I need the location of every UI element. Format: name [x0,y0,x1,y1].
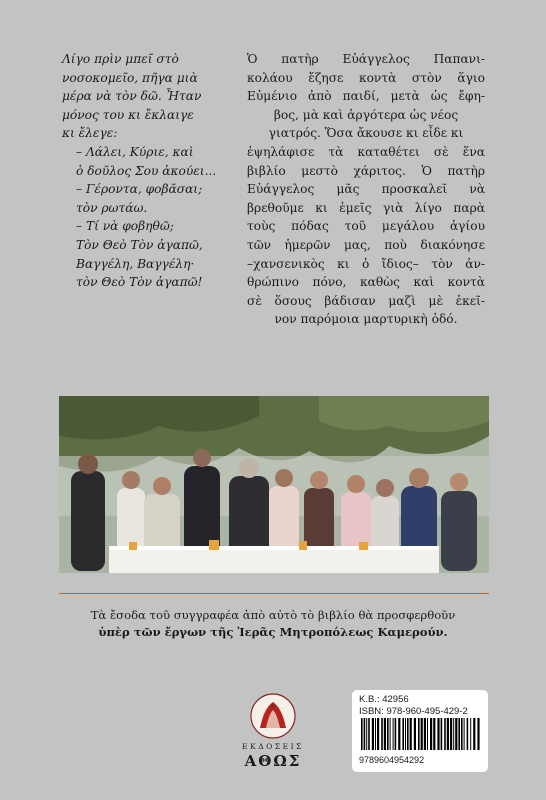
description-line: –χανσενικὸς κι ὁ ἴδιος– τὸν ἀν- [247,256,485,271]
description-line: σὲ ὅσους βάδισαν μαζὶ μὲ ἐκεῖ- [247,293,485,308]
description-line: Ὁ πατὴρ Εὐάγγελος Παπανι- [247,52,485,66]
barcode-bar [372,718,374,750]
description-line: βος, μὰ καὶ ἀργότερα ὡς νέος [273,107,459,122]
quote-line: Τὸν Θεὸ Τὸν ἀγαπῶ, [76,237,203,252]
quote-line: ὁ δοῦλος Σου ἀκούει... [76,163,217,178]
barcode-bar [405,718,406,750]
barcode-bar [455,718,457,750]
quote-line: μέρα νὰ τὸν δῶ. Ἦταν [62,89,202,104]
kb-code: Κ.Β.: 42956 [359,694,409,705]
description-line: Εὐμένιο ἀπὸ παιδί, μετὰ ὡς ἔφη- [247,89,485,104]
barcode-bar [461,718,463,750]
barcode-bar [398,718,400,750]
barcode-bar [361,718,363,750]
barcode-bar [427,718,428,750]
barcode-bar [381,718,383,750]
publisher-small-label: ΕΚΔΟΣΕΙΣ [242,742,304,751]
barcode-bar [477,718,479,750]
barcode-bar [467,718,469,750]
barcode-bar [421,718,423,750]
description-line: θρώπινο πόνο, καθὼς καὶ κοντὰ [247,275,485,290]
publisher-logo [238,692,308,772]
barcode-bar [387,718,389,750]
description-line: βιβλίο μεστὸ χάριτος. Ὁ πατὴρ [247,163,485,178]
barcode-bar [368,718,370,750]
barcode-bar [366,718,367,750]
barcode-bar [430,718,432,750]
barcode-bar [453,718,454,750]
barcode-panel [352,690,488,772]
description-line: ἐψηλάφισε τὰ καταθέτει σὲ ἕνα [247,144,485,159]
description-line: νον παρόμοια μαρτυρικὴ ὁδό. [274,312,458,327]
proceeds-note [20,607,526,641]
barcode-icon [359,718,481,750]
quote-line: νοσοκομεῖο, πῆγα μιὰ [62,70,198,85]
quote-line: τὸν Θεὸ Τὸν ἀγαπῶ! [76,275,203,290]
barcode-bar [418,718,420,750]
description-line: κολάου ἔζησε κοντὰ στὸν ἅγιο [247,70,485,85]
proceeds-note-line1: Τὰ ἔσοδα τοῦ συγγραφέα ἀπὸ αὐτὸ τὸ βιβλίο θὰ προσφερθοῦν [90,608,456,622]
description-line: τῶν ἡμερῶν μας, ποὺ διακόνησε [247,237,485,252]
proceeds-note-bold: ὑπὲρ τῶν ἔργων τῆς Ἱερᾶς Μητροπόλεως Καμερούν. [98,625,448,639]
barcode-bar [464,718,465,750]
barcode-bar [395,718,397,750]
barcode-bar [375,718,376,750]
quote-line: Βαγγέλη, Βαγγέλη· [76,256,195,271]
description-line: Εὐάγγελος μᾶς προσκαλεῖ νὰ [247,182,485,197]
description-line: τοὺς πόδας τοῦ μεγάλου ἁγίου [247,219,485,234]
description-line: βρεθοῦμε κι ἐμεῖς γιὰ λίγο παρὰ [247,200,485,215]
publisher-name: ΑΘΩΣ [244,752,302,770]
barcode-bar [444,718,446,750]
description-line: γιατρός. Ὅσα ἄκουσε κι εἶδε κι [268,126,464,141]
quote-line: – Λάλει, Κύριε, καὶ [76,144,194,159]
quote-line: Λίγο πρὶν μπεῖ στὸ [62,52,179,66]
isbn-code: ISBN: 978-960-495-429-2 [359,706,468,717]
barcode-bar [470,718,471,750]
barcode-bar [414,718,416,750]
barcode-bar [433,718,435,750]
barcode-bar [390,718,391,750]
barcode-bar [450,718,452,750]
divider-rule [59,593,489,594]
quote-line: κι ἔλεγε: [62,126,118,141]
barcode-bar [458,718,460,750]
barcode-bar [407,718,409,750]
barcode-bar [441,718,443,750]
quote-line: τὸν ρωτάω. [76,200,148,215]
group-photo [59,396,489,573]
barcode-bar [364,718,366,750]
barcode-bar [424,718,426,750]
description-column [247,50,485,329]
barcode-bar [377,718,379,750]
barcode-bar [402,718,404,750]
barcode-bar [473,718,475,750]
quote-line: – Τί νὰ φοβηθῶ; [76,219,174,234]
barcode-number: 9789604954292 [359,755,425,765]
barcode-bar [410,718,412,750]
barcode-bar [447,718,449,750]
quote-column [62,50,242,292]
quote-line: μόνος του κι ἔκλαιγε [62,107,194,122]
quote-line: – Γέροντα, φοβᾶσαι; [76,182,203,197]
barcode-bar [384,718,386,750]
barcode-bar [393,718,394,750]
proceeds-note-line2 [20,624,526,641]
barcode-bar [437,718,439,750]
group-photo-illustration [59,396,489,573]
